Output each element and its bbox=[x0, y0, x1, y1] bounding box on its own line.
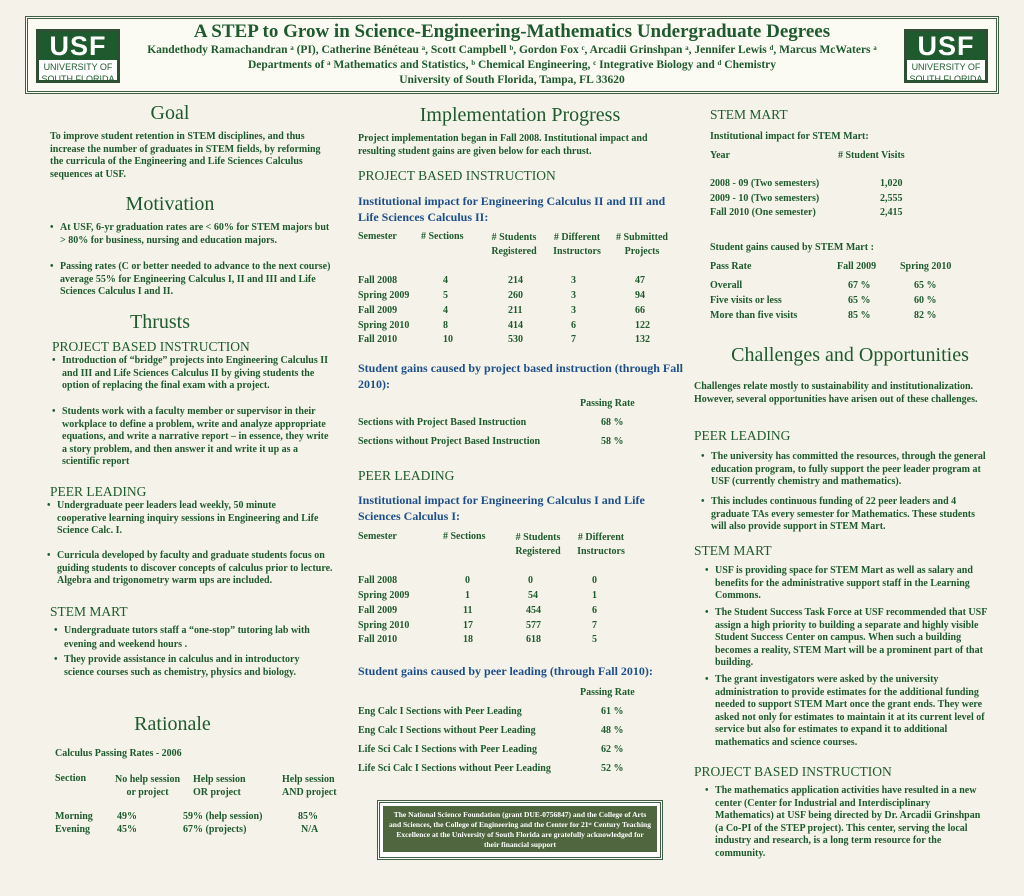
motivation-bullet-2: • Passing rates (C or better needed to advance to the next course) average 55% for Engineering Calculus I, II and III and Life Sciences Calculus I and II. bbox=[60, 261, 335, 299]
impl-peer-gains-title: Student gains caused by peer leading (through Fall 2010): bbox=[358, 664, 653, 678]
pbi-row-5-projects: 132 bbox=[635, 334, 650, 345]
rationale-header-help-or: Help session OR project bbox=[193, 774, 246, 798]
pbi-row-3-projects: 66 bbox=[635, 305, 645, 316]
peer-header-instructors: # Different Instructors bbox=[577, 532, 625, 557]
stem-mart-row-1-year: 2008 - 09 (Two semesters) bbox=[710, 178, 820, 189]
stem-mart-row-2-visits: 2,555 bbox=[880, 193, 903, 204]
peer-row-1-instructors: 0 bbox=[592, 575, 597, 586]
pbi-header-sections: # Sections bbox=[421, 231, 464, 242]
title-block bbox=[128, 21, 896, 88]
rationale-row-2-section: Evening bbox=[55, 824, 91, 835]
peer-row-2-instructors: 1 bbox=[592, 590, 597, 601]
thrusts-pbi-bullet-2: • Students work with a faculty member or supervisor in their workplace to define a problem, write and analyze appropriate equations, and write a narrative report – in essence, they write a story problem, and then answer it and write it up as a scientific report bbox=[62, 406, 330, 469]
poster-title: A STEP to Grow in Science-Engineering-Mathematics Undergraduate Degrees bbox=[193, 21, 831, 42]
pbi-row-4-semester: Spring 2010 bbox=[358, 320, 410, 331]
rationale-row-2-help-or: 67% (projects) bbox=[183, 824, 247, 835]
thrusts-mart-heading: STEM MART bbox=[50, 604, 128, 619]
pbi-row-3-instructors: 3 bbox=[571, 305, 576, 316]
peer-row-4-semester: Spring 2010 bbox=[358, 620, 410, 631]
impl-pbi-gains-title: Student gains caused by project based instruction (through Fall 2010): bbox=[358, 361, 683, 391]
logo-sub2: SOUTH FLORIDA bbox=[909, 74, 983, 84]
stem-mart-gains-row-3-label: More than five visits bbox=[710, 310, 798, 321]
peer-row-5-students: 618 bbox=[526, 634, 541, 645]
peer-gains-row-2-value: 48 % bbox=[601, 725, 624, 736]
pbi-row-1-instructors: 3 bbox=[571, 275, 576, 286]
pbi-gains-row-1-label: Sections with Project Based Instruction bbox=[358, 417, 527, 428]
peer-row-2-students: 54 bbox=[528, 590, 538, 601]
stem-mart-header-visits: # Student Visits bbox=[838, 150, 905, 161]
implementation-heading: Implementation Progress bbox=[419, 104, 621, 126]
pbi-header-projects: # Submitted Projects bbox=[616, 232, 668, 257]
pbi-row-2-instructors: 3 bbox=[571, 290, 576, 301]
logo-sub1: UNIVERSITY OF bbox=[43, 62, 113, 72]
challenges-pbi-heading: PROJECT BASED INSTRUCTION bbox=[694, 764, 892, 779]
pbi-row-3-sections: 4 bbox=[443, 305, 448, 316]
peer-row-3-students: 454 bbox=[526, 605, 541, 616]
university: University of South Florida, Tampa, FL 33620 bbox=[399, 74, 625, 86]
stem-mart-impact-title: Institutional impact for STEM Mart: bbox=[710, 131, 869, 142]
stem-mart-gains-row-1-fall: 67 % bbox=[848, 280, 871, 291]
pbi-header-students: # Students Registered bbox=[491, 232, 537, 257]
thrusts-peer-heading: PEER LEADING bbox=[50, 484, 147, 499]
thrusts-mart-bullet-2: • They provide assistance in calculus and in introductory science courses such as chemistry, physics and biology. bbox=[64, 654, 326, 679]
peer-row-5-instructors: 5 bbox=[592, 634, 597, 645]
stem-mart-row-1-visits: 1,020 bbox=[880, 178, 903, 189]
peer-row-5-sections: 18 bbox=[463, 634, 473, 645]
thrusts-pbi-bullet-1: • Introduction of “bridge” projects into Engineering Calculus II and III and Life Sciences Calculus II by giving students the option of replacing the final exam with a project. bbox=[62, 355, 330, 393]
peer-row-1-semester: Fall 2008 bbox=[358, 575, 398, 586]
rationale-heading: Rationale bbox=[134, 713, 211, 735]
rationale-header-help-and: Help session AND project bbox=[282, 774, 337, 798]
thrusts-mart-bullet-1: • Undergraduate tutors staff a “one-stop” tutoring lab with evening and weekend hours . bbox=[64, 624, 324, 652]
rationale-row-2-no-help: 45% bbox=[117, 824, 137, 835]
impl-pbi-heading: PROJECT BASED INSTRUCTION bbox=[358, 168, 556, 183]
peer-gains-row-3-label: Life Sci Calc I Sections with Peer Leading bbox=[358, 744, 537, 755]
stem-mart-row-2-year: 2009 - 10 (Two semesters) bbox=[710, 193, 820, 204]
pbi-row-1-semester: Fall 2008 bbox=[358, 275, 398, 286]
peer-row-1-sections: 0 bbox=[465, 575, 470, 586]
rationale-caption: Calculus Passing Rates - 2006 bbox=[55, 748, 182, 759]
challenges-mart-bullet-1: • USF is providing space for STEM Mart as well as salary and benefits for the administrative support staff in the Learning Commons. bbox=[715, 565, 995, 603]
logo-sub1: UNIVERSITY OF bbox=[911, 62, 981, 72]
peer-row-4-sections: 17 bbox=[463, 620, 473, 631]
challenges-heading: Challenges and Opportunities bbox=[731, 344, 969, 366]
pbi-row-1-projects: 47 bbox=[635, 275, 645, 286]
pbi-row-5-semester: Fall 2010 bbox=[358, 334, 398, 345]
impl-peer-heading: PEER LEADING bbox=[358, 468, 455, 483]
peer-row-5-semester: Fall 2010 bbox=[358, 634, 398, 645]
challenges-mart-bullet-2: • The Student Success Task Force at USF recommended that USF assign a high priority to building a separate and highly visible Student Success Center on campus. When such a building becomes a reality, STEM Mart will be a prominent part of that building. bbox=[715, 607, 995, 670]
thrusts-peer-bullet-2: • Curricula developed by faculty and graduate students focus on guiding students to discover concepts of calculus prior to lecture. Algebra and trigonometry warm ups are included. bbox=[57, 550, 335, 588]
pbi-row-5-students: 530 bbox=[508, 334, 523, 345]
rationale-header-section: Section bbox=[55, 773, 87, 784]
poster-header bbox=[25, 16, 999, 94]
peer-row-3-semester: Fall 2009 bbox=[358, 605, 398, 616]
pbi-row-4-instructors: 6 bbox=[571, 320, 576, 331]
peer-header-students: # Students Registered bbox=[515, 532, 561, 557]
peer-header-sections: # Sections bbox=[443, 531, 486, 542]
motivation-bullet-1: • At USF, 6-yr graduation rates are < 60% for STEM majors but > 80% for business, nursing and education majors. bbox=[60, 222, 335, 247]
stem-mart-gains-header-spring: Spring 2010 bbox=[900, 261, 952, 272]
challenges-mart-heading: STEM MART bbox=[694, 543, 772, 558]
rationale-header-no-help: No help session or project bbox=[114, 774, 180, 798]
pbi-row-4-projects: 122 bbox=[635, 320, 650, 331]
stem-mart-gains-row-1-spring: 65 % bbox=[914, 280, 937, 291]
stem-mart-gains-header-rate: Pass Rate bbox=[710, 261, 752, 272]
stem-mart-gains-row-2-label: Five visits or less bbox=[710, 295, 782, 306]
stem-mart-gains-row-3-spring: 82 % bbox=[914, 310, 937, 321]
peer-row-2-semester: Spring 2009 bbox=[358, 590, 410, 601]
implementation-intro: Project implementation began in Fall 2008. Institutional impact and resulting student gains are given below for each thrust. bbox=[358, 133, 648, 157]
pbi-row-3-students: 211 bbox=[508, 305, 523, 316]
goal-heading: Goal bbox=[150, 102, 190, 124]
logo-text: USF bbox=[39, 32, 117, 60]
thrusts-pbi-heading: PROJECT BASED INSTRUCTION bbox=[52, 339, 250, 354]
usf-logo-right bbox=[904, 29, 988, 83]
acknowledgement-box bbox=[377, 800, 663, 860]
rationale-row-1-help-and: 85% bbox=[298, 811, 318, 822]
rationale-row-1-no-help: 49% bbox=[117, 811, 137, 822]
stem-mart-row-3-year: Fall 2010 (One semester) bbox=[710, 207, 816, 218]
stem-mart-gains-title: Student gains caused by STEM Mart : bbox=[710, 242, 874, 253]
motivation-heading: Motivation bbox=[125, 193, 215, 215]
peer-header-semester: Semester bbox=[358, 531, 397, 542]
pbi-row-2-projects: 94 bbox=[635, 290, 645, 301]
pbi-gains-row-2-label: Sections without Project Based Instruction bbox=[358, 436, 541, 447]
peer-gains-row-2-label: Eng Calc I Sections without Peer Leading bbox=[358, 725, 536, 736]
departments: Departments of ᵃ Mathematics and Statistics, ᵇ Chemical Engineering, ᶜ Integrative Biology and ᵈ Chemistry bbox=[247, 59, 777, 71]
pbi-row-2-students: 260 bbox=[508, 290, 523, 301]
pbi-gains-header: Passing Rate bbox=[580, 398, 635, 409]
pbi-row-4-students: 414 bbox=[508, 320, 523, 331]
pbi-header-semester: Semester bbox=[358, 231, 397, 242]
challenges-peer-heading: PEER LEADING bbox=[694, 428, 791, 443]
pbi-row-1-students: 214 bbox=[508, 275, 523, 286]
stem-mart-gains-row-2-spring: 60 % bbox=[914, 295, 937, 306]
stem-mart-gains-row-1-label: Overall bbox=[710, 280, 743, 291]
logo-sub2: SOUTH FLORIDA bbox=[41, 74, 115, 84]
pbi-row-4-sections: 8 bbox=[443, 320, 448, 331]
authors: Kandethody Ramachandran ᵃ (PI), Catherine Bénéteau ᵃ, Scott Campbell ᵇ, Gordon Fox ᶜ, Arcadii Grinshpan ᵃ, Jennifer Lewis ᵈ, Marcus McWaters ᵃ bbox=[147, 44, 877, 56]
rationale-row-2-help-and: N/A bbox=[301, 824, 319, 835]
peer-row-3-instructors: 6 bbox=[592, 605, 597, 616]
challenges-pbi-bullet-1: • The mathematics application activities have resulted in a new center (Center for Industrial and Interdisciplinary Mathematics) at USF being directed by Dr. Arcadii Grinshpan (a Co-PI of the STEP project). This center, serving the local industry and research, is a long term resource for the community. bbox=[715, 785, 985, 860]
acknowledgement-text: The National Science Foundation (grant DUE-0756847) and the College of Arts and Sciences, the College of Engineering and the Center for 21ˢᵗ Century Teaching Excellence at the University of South Florida are gratefully acknowledged for their financial support bbox=[383, 806, 657, 852]
rationale-row-1-section: Morning bbox=[55, 811, 93, 822]
pbi-row-2-semester: Spring 2009 bbox=[358, 290, 410, 301]
pbi-header-instructors: # Different Instructors bbox=[553, 232, 601, 257]
stem-mart-gains-row-2-fall: 65 % bbox=[848, 295, 871, 306]
challenges-mart-bullet-3: • The grant investigators were asked by the university administration to provide estimates for the additional funding needed to support STEM Mart once the grant ends. They were asked not only for estimates to maintain it at its current level of service but also for estimates to expand it to additional mathematics and science courses. bbox=[715, 674, 995, 749]
pbi-row-5-instructors: 7 bbox=[571, 334, 576, 345]
peer-gains-row-4-label: Life Sci Calc I Sections without Peer Leading bbox=[358, 763, 551, 774]
stem-mart-gains-header-fall: Fall 2009 bbox=[837, 261, 877, 272]
pbi-gains-row-1-value: 68 % bbox=[601, 417, 624, 428]
stem-mart-row-3-visits: 2,415 bbox=[880, 207, 903, 218]
peer-gains-row-1-label: Eng Calc I Sections with Peer Leading bbox=[358, 706, 522, 717]
pbi-row-5-sections: 10 bbox=[443, 334, 453, 345]
impl-peer-impact-title: Institutional impact for Engineering Calculus I and Life Sciences Calculus I: bbox=[358, 493, 645, 523]
pbi-row-2-sections: 5 bbox=[443, 290, 448, 301]
logo-text: USF bbox=[907, 32, 985, 60]
peer-row-4-students: 577 bbox=[526, 620, 541, 631]
rationale-row-1-help-or: 59% (help session) bbox=[183, 811, 263, 822]
thrusts-heading: Thrusts bbox=[130, 311, 190, 333]
peer-row-2-sections: 1 bbox=[465, 590, 470, 601]
usf-logo-left bbox=[36, 29, 120, 83]
thrusts-peer-bullet-1: • Undergraduate peer leaders lead weekly, 50 minute cooperative learning inquiry sessions in Engineering and Life Science Calc. I. bbox=[57, 500, 327, 538]
peer-row-4-instructors: 7 bbox=[592, 620, 597, 631]
peer-gains-row-4-value: 52 % bbox=[601, 763, 624, 774]
peer-row-3-sections: 11 bbox=[463, 605, 473, 616]
pbi-row-3-semester: Fall 2009 bbox=[358, 305, 398, 316]
goal-text: To improve student retention in STEM disciplines, and thus increase the number of graduates in STEM fields, by reforming the curricula of the Engineering and Life Sciences Calculus sequences at USF. bbox=[50, 131, 321, 180]
peer-gains-row-3-value: 62 % bbox=[601, 744, 624, 755]
pbi-gains-row-2-value: 58 % bbox=[601, 436, 624, 447]
stem-mart-gains-row-3-fall: 85 % bbox=[848, 310, 871, 321]
pbi-row-1-sections: 4 bbox=[443, 275, 448, 286]
peer-gains-row-1-value: 61 % bbox=[601, 706, 624, 717]
peer-gains-header: Passing Rate bbox=[580, 687, 635, 698]
peer-row-1-students: 0 bbox=[528, 575, 533, 586]
impl-pbi-impact-title: Institutional impact for Engineering Calculus II and III and Life Sciences Calculus II: bbox=[358, 194, 666, 224]
challenges-intro: Challenges relate mostly to sustainability and institutionalization. However, several opportunities have arisen out of these challenges. bbox=[694, 381, 978, 405]
challenges-peer-bullet-2: • This includes continuous funding of 22 peer leaders and 4 graduate TAs every semester for Mathematics. These students will also provide support in STEM Mart. bbox=[711, 496, 993, 534]
challenges-peer-bullet-1: • The university has committed the resources, through the general education program, to fully support the peer leader program at USF (currently chemistry and mathematics). bbox=[711, 451, 993, 489]
stem-mart-heading: STEM MART bbox=[710, 107, 788, 122]
stem-mart-header-year: Year bbox=[710, 150, 730, 161]
